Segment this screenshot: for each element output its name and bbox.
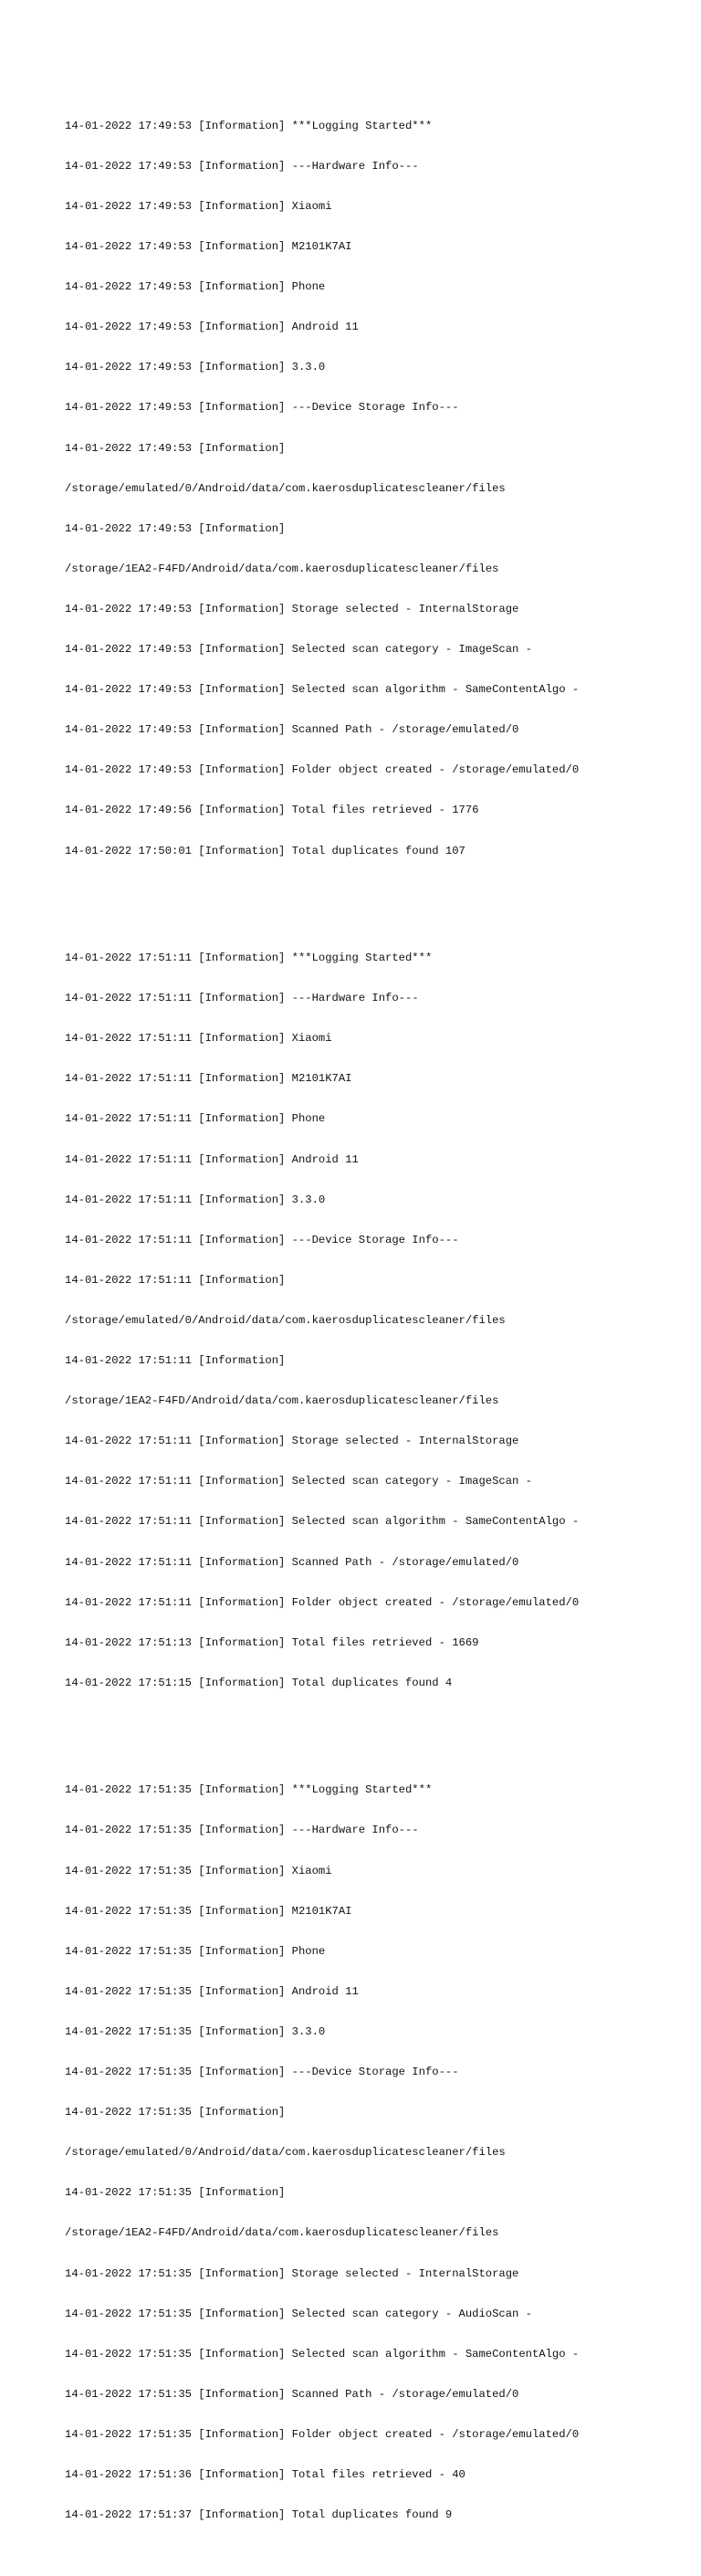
log-line: /storage/1EA2-F4FD/Android/data/com.kaerosduplicatescleaner/files bbox=[65, 1394, 499, 1408]
log-line: 14-01-2022 17:51:11 [Information] bbox=[65, 1273, 286, 1287]
log-line: 14-01-2022 17:49:53 [Information] Xiaomi bbox=[65, 200, 332, 213]
log-line: 14-01-2022 17:49:56 [Information] Total files retrieved - 1776 bbox=[65, 804, 479, 817]
log-session bbox=[65, 1757, 685, 2549]
log-line: 14-01-2022 17:49:53 [Information] bbox=[65, 441, 286, 455]
log-line: 14-01-2022 17:49:53 [Information] Selected scan algorithm - SameContentAlgo - bbox=[65, 683, 580, 697]
log-session bbox=[65, 92, 685, 884]
log-line: 14-01-2022 17:51:35 [Information] Selected scan algorithm - SameContentAlgo - bbox=[65, 2347, 580, 2360]
log-line: 14-01-2022 17:51:35 [Information] Scanned Path - /storage/emulated/0 bbox=[65, 2387, 519, 2401]
log-line: 14-01-2022 17:51:35 [Information] ***Logging Started*** bbox=[65, 1783, 433, 1797]
log-line: 14-01-2022 17:51:35 [Information] Storage selected - InternalStorage bbox=[65, 2266, 519, 2280]
log-line: /storage/emulated/0/Android/data/com.kaerosduplicatescleaner/files bbox=[65, 1313, 506, 1327]
log-line: 14-01-2022 17:51:35 [Information] bbox=[65, 2106, 286, 2119]
log-line: 14-01-2022 17:49:53 [Information] M2101K7AI bbox=[65, 240, 352, 254]
log-line: 14-01-2022 17:51:35 [Information] Android 11 bbox=[65, 1984, 359, 1998]
log-line: 14-01-2022 17:51:35 [Information] Selected scan category - AudioScan - bbox=[65, 2307, 532, 2320]
log-line: 14-01-2022 17:49:53 [Information] Selected scan category - ImageScan - bbox=[65, 643, 532, 657]
log-line: 14-01-2022 17:51:11 [Information] Selected scan category - ImageScan - bbox=[65, 1475, 532, 1488]
log-line: 14-01-2022 17:51:35 [Information] bbox=[65, 2186, 286, 2200]
log-line: 14-01-2022 17:49:53 [Information] Phone bbox=[65, 280, 326, 294]
log-line: /storage/emulated/0/Android/data/com.kaerosduplicatescleaner/files bbox=[65, 2146, 506, 2160]
log-line: 14-01-2022 17:51:35 [Information] 3.3.0 bbox=[65, 2024, 326, 2038]
log-line: 14-01-2022 17:51:35 [Information] Folder object created - /storage/emulated/0 bbox=[65, 2427, 580, 2441]
log-line: 14-01-2022 17:49:53 [Information] bbox=[65, 521, 286, 535]
log-line: 14-01-2022 17:51:35 [Information] M2101K7AI bbox=[65, 1904, 352, 1918]
log-line: 14-01-2022 17:49:53 [Information] Storage selected - InternalStorage bbox=[65, 602, 519, 615]
log-line: 14-01-2022 17:51:11 [Information] Folder object created - /storage/emulated/0 bbox=[65, 1595, 580, 1609]
log-line: 14-01-2022 17:51:11 [Information] Selected scan algorithm - SameContentAlgo - bbox=[65, 1515, 580, 1529]
log-line: 14-01-2022 17:51:11 [Information] Phone bbox=[65, 1112, 326, 1126]
log-line: 14-01-2022 17:49:53 [Information] Android 11 bbox=[65, 321, 359, 334]
log-line: 14-01-2022 17:49:53 [Information] Folder object created - /storage/emulated/0 bbox=[65, 763, 580, 777]
log-line: 14-01-2022 17:49:53 [Information] 3.3.0 bbox=[65, 361, 326, 374]
log-line: 14-01-2022 17:51:35 [Information] Phone bbox=[65, 1944, 326, 1958]
log-line: 14-01-2022 17:51:36 [Information] Total files retrieved - 40 bbox=[65, 2467, 466, 2481]
log-line: /storage/1EA2-F4FD/Android/data/com.kaerosduplicatescleaner/files bbox=[65, 2226, 499, 2240]
log-line: 14-01-2022 17:51:15 [Information] Total duplicates found 4 bbox=[65, 1676, 453, 1689]
log-line: 14-01-2022 17:51:11 [Information] Xiaomi bbox=[65, 1032, 332, 1046]
log-line: /storage/emulated/0/Android/data/com.kaerosduplicatescleaner/files bbox=[65, 481, 506, 495]
log-line: 14-01-2022 17:51:11 [Information] Storage selected - InternalStorage bbox=[65, 1435, 519, 1448]
log-line: 14-01-2022 17:51:35 [Information] ---Hardware Info--- bbox=[65, 1824, 419, 1837]
log-line: 14-01-2022 17:51:11 [Information] ***Logging Started*** bbox=[65, 952, 433, 965]
log-line: 14-01-2022 17:51:11 [Information] bbox=[65, 1354, 286, 1368]
log-line: 14-01-2022 17:51:11 [Information] 3.3.0 bbox=[65, 1193, 326, 1206]
log-line: 14-01-2022 17:51:13 [Information] Total files retrieved - 1669 bbox=[65, 1635, 479, 1649]
log-line: 14-01-2022 17:51:37 [Information] Total duplicates found 9 bbox=[65, 2508, 453, 2522]
log-line: 14-01-2022 17:51:11 [Information] ---Device Storage Info--- bbox=[65, 1233, 459, 1246]
log-line: 14-01-2022 17:51:35 [Information] Xiaomi bbox=[65, 1864, 332, 1877]
log-line: 14-01-2022 17:49:53 [Information] ---Device Storage Info--- bbox=[65, 401, 459, 415]
log-line: 14-01-2022 17:51:35 [Information] ---Device Storage Info--- bbox=[65, 2066, 459, 2079]
log-line: 14-01-2022 17:51:11 [Information] Android 11 bbox=[65, 1152, 359, 1166]
log-line: 14-01-2022 17:51:11 [Information] M2101K7AI bbox=[65, 1072, 352, 1086]
log-line: /storage/1EA2-F4FD/Android/data/com.kaerosduplicatescleaner/files bbox=[65, 562, 499, 575]
log-document bbox=[65, 66, 685, 2576]
log-session bbox=[65, 925, 685, 1717]
log-line: 14-01-2022 17:50:01 [Information] Total duplicates found 107 bbox=[65, 844, 466, 857]
log-line: 14-01-2022 17:49:53 [Information] Scanned Path - /storage/emulated/0 bbox=[65, 723, 519, 737]
log-line: 14-01-2022 17:51:11 [Information] Scanned Path - /storage/emulated/0 bbox=[65, 1555, 519, 1569]
log-line: 14-01-2022 17:49:53 [Information] ---Hardware Info--- bbox=[65, 159, 419, 173]
log-line: 14-01-2022 17:51:11 [Information] ---Hardware Info--- bbox=[65, 992, 419, 1005]
log-line: 14-01-2022 17:49:53 [Information] ***Logging Started*** bbox=[65, 119, 433, 132]
